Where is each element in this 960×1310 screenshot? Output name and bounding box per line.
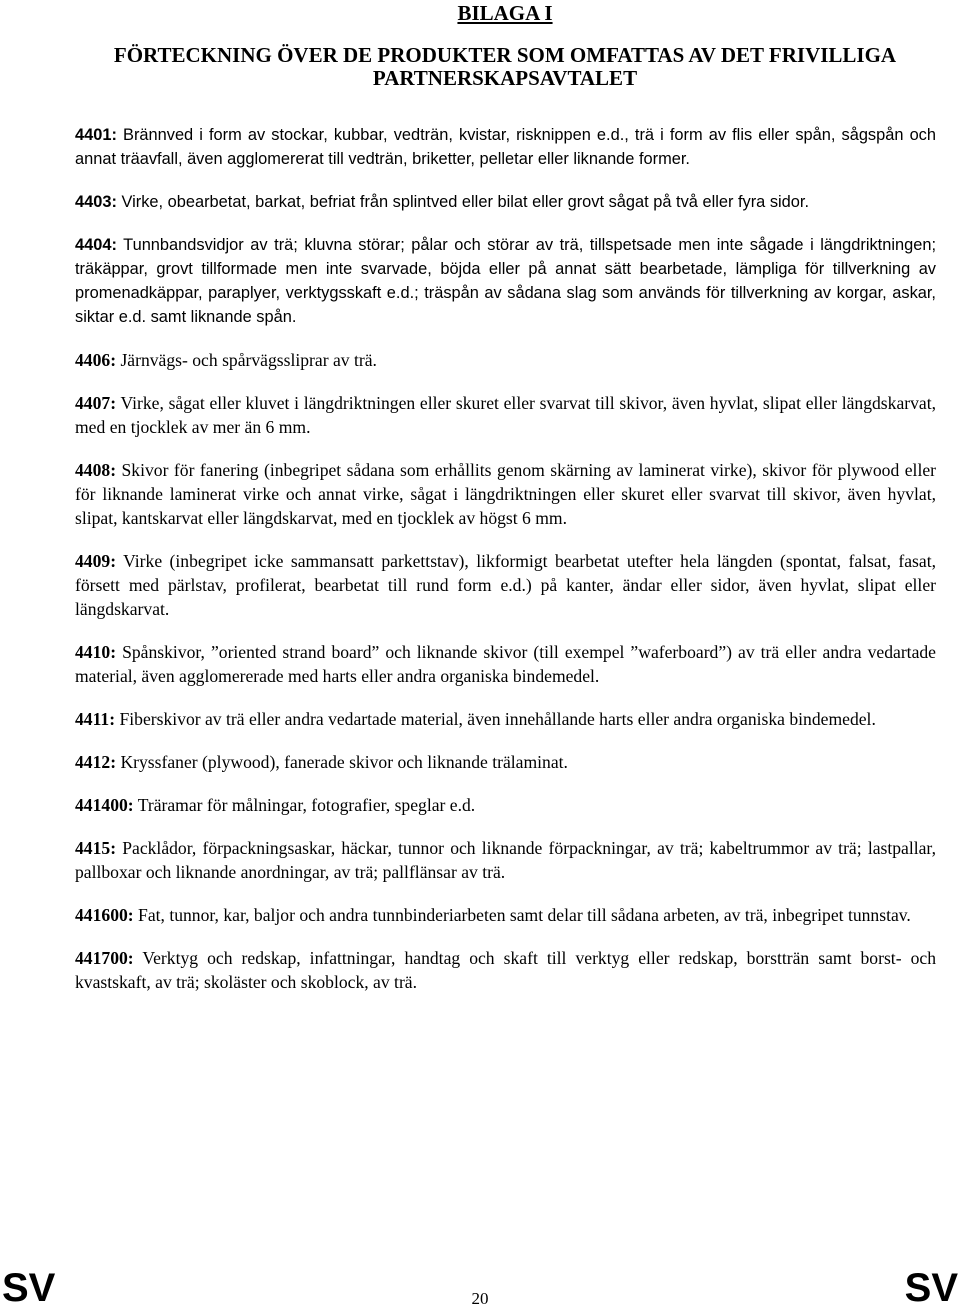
product-code: 4412: [75,752,117,772]
footer-language-right: SV [904,1266,958,1310]
product-description: Virke, obearbetat, barkat, befriat från splintved eller bilat eller grovt sågat på två eller fyra sidor. [116,193,810,211]
product-entry-4412 [75,750,936,774]
product-code: 4410: [75,642,117,662]
product-code: 4403: [75,193,117,211]
product-entry-4409 [75,549,936,621]
product-code: 4407: [75,393,117,413]
product-entry-4410 [75,640,936,688]
product-code: 4404: [75,236,117,254]
product-entry-4407 [75,391,936,439]
product-entry-441700 [75,946,936,994]
product-code: 4411: [75,709,116,729]
product-description: Brännved i form av stockar, kubbar, vedträn, kvistar, risknippen e.d., trä i form av flis eller spån, sågspån och annat träavfall, även agglomererat till vedträn, briketter, pelletar eller liknande former. [75,126,936,168]
product-description: Skivor för fanering (inbegripet sådana som erhållits genom skärning av laminerat virke), skivor för plywood eller för liknande laminerat virke och annat virke, sågat i längdriktningen eller skuret eller svarvat till skivor, även hyvlat, slipat, kantskarvat eller längdskarvat, med en tjocklek av högst 6 mm. [75,460,936,528]
product-entry-4415 [75,836,936,884]
list-heading-line2: PARTNERSKAPSAVTALET [372,66,638,90]
product-code: 4408: [75,460,117,480]
product-code: 441600: [75,905,134,925]
product-entry-4401 [75,123,936,171]
product-description: Järnvägs- och spårvägssliprar av trä. [116,350,377,370]
annex-title: BILAGA I [457,1,553,25]
product-description: Virke (inbegripet icke sammansatt parkettstav), likformigt bearbetat utefter hela längden (spontat, falsat, fasat, försett med pärlstav, profilerat, bearbetat till rund form e.d.) på kanter, ändar eller sidor, även hyvlat, slipat eller längdskarvat. [75,551,936,619]
product-list [75,123,936,1013]
product-code: 441700: [75,948,134,968]
product-description: Spånskivor, ”oriented strand board” och liknande skivor (till exempel ”waferboard”) av trä eller andra vedartade material, även agglomererade med harts eller andra organiska bindemedel. [75,642,936,686]
list-heading [74,44,936,90]
product-entry-4411 [75,707,936,731]
product-description: Virke, sågat eller kluvet i längdriktningen eller skuret eller svarvat till skivor, även hyvlat, slipat eller längdskarvat, med en tjocklek av mer än 6 mm. [75,393,936,437]
product-entry-4408 [75,458,936,530]
product-code: 441400: [75,795,134,815]
list-heading-line1: FÖRTECKNING ÖVER DE PRODUKTER SOM OMFATTAS AV DET FRIVILLIGA [113,43,897,67]
product-code: 4406: [75,350,117,370]
product-description: Fiberskivor av trä eller andra vedartade material, även innehållande harts eller andra organiska bindemedel. [115,709,876,729]
product-code: 4401: [75,126,117,144]
page-number: 20 [471,1289,489,1308]
product-entry-4404 [75,233,936,329]
product-description: Packlådor, förpackningsaskar, häckar, tunnor och liknande förpackningar, av trä; kabeltrummor av trä; lastpallar, pallboxar och liknande anordningar, av trä; pallflänsar av trä. [75,838,936,882]
product-description: Verktyg och redskap, infattningar, handtag och skaft till verktyg eller redskap, borstträn samt borst- och kvastskaft, av trä; skoläster och skoblock, av trä. [75,948,936,992]
product-description: Kryssfaner (plywood), fanerade skivor och liknande trälaminat. [116,752,568,772]
product-description: Träramar för målningar, fotografier, speglar e.d. [133,795,476,815]
product-entry-4403 [75,190,936,214]
product-entry-4406 [75,348,936,372]
footer-language-left: SV [2,1266,56,1310]
product-description: Fat, tunnor, kar, baljor och andra tunnbinderiarbeten samt delar till sådana arbeten, av trä, inbegripet tunnstav. [133,905,911,925]
product-entry-441600 [75,903,936,927]
product-description: Tunnbandsvidjor av trä; kluvna störar; pålar och störar av trä, tillspetsade men inte sågade i längdriktningen; träkäppar, grovt tillformade men inte svarvade, böjda eller på annat sätt bearbetade, lämpliga för tillverkning av promenadkäppar, paraplyer, verktygsskaft e.d.; träspån av sådana slag som används för tillverkning av korgar, askar, siktar e.d. samt liknande spån. [75,236,936,326]
product-code: 4415: [75,838,117,858]
product-code: 4409: [75,551,117,571]
product-entry-441400 [75,793,936,817]
